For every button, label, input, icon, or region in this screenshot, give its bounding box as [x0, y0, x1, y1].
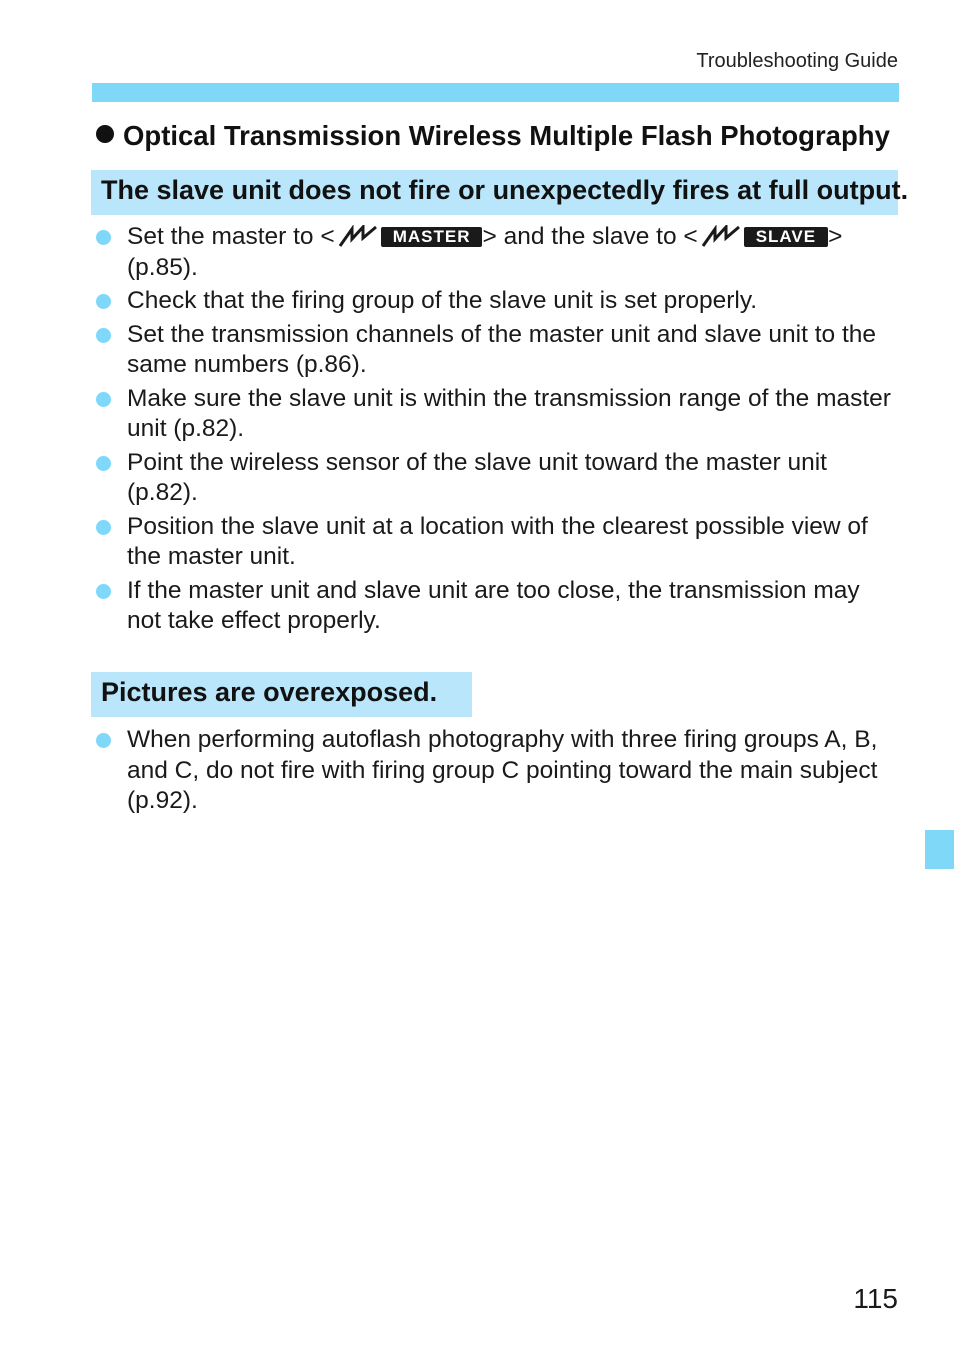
chapter-side-tab [925, 830, 954, 869]
list-item: Check that the firing group of the slave unit is set properly. [96, 286, 896, 317]
wireless-flash-icon [338, 225, 378, 247]
list-item: Set the transmission channels of the master unit and slave unit to the same numbers (p.86). [96, 320, 896, 381]
bullet-list-overexposed [96, 725, 896, 820]
page-number: 115 [853, 1283, 898, 1314]
bullet-list-slave-not-firing [96, 222, 896, 640]
list-item: When performing autoflash photography with three firing groups A, B, and C, do not fire with firing group C pointing toward the main subject (p.92). [96, 725, 896, 817]
header-accent-bar [92, 83, 899, 102]
wireless-flash-icon [701, 225, 741, 247]
bullet-dot-icon [96, 125, 114, 143]
subsection-heading-overexposed: Pictures are overexposed. [91, 672, 472, 717]
list-item: Position the slave unit at a location with the clearest possible view of the master unit. [96, 512, 896, 573]
master-mode-badge: MASTER [381, 227, 483, 247]
running-header: Troubleshooting Guide [696, 50, 898, 72]
list-item: If the master unit and slave unit are too close, the transmission may not take effect properly. [96, 576, 896, 637]
slave-mode-badge: SLAVE [744, 227, 828, 247]
section-title-text: Optical Transmission Wireless Multiple Flash Photography [123, 120, 890, 151]
section-title [96, 120, 890, 152]
list-item: Set the master to < MASTER > and the slave to < SLAVE > (p.85). [96, 222, 896, 283]
list-item: Point the wireless sensor of the slave unit toward the master unit (p.82). [96, 448, 896, 509]
subsection-heading-slave-not-firing: The slave unit does not fire or unexpectedly fires at full output. [91, 170, 898, 215]
list-item: Make sure the slave unit is within the transmission range of the master unit (p.82). [96, 384, 896, 445]
